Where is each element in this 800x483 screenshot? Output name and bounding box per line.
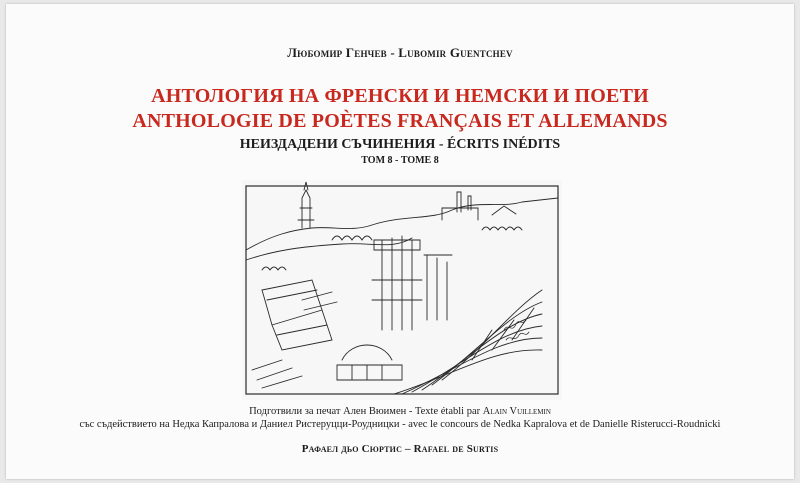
publisher-line: Рафаел дьо Сюртис – Rafael de Surtis — [301, 443, 499, 455]
title-french: ANTHOLOGIE DE POÈTES FRANÇAIS ET ALLEMANDS — [132, 110, 668, 132]
author-line: Любомир Генчев - Lubomir Guentchev — [287, 45, 513, 60]
subtitle: НЕИЗДАДЕНИ СЪЧИНЕНИЯ - ÉCRITS INÉDITS — [239, 137, 561, 152]
credits-prefix: Подготвили за печат Ален Вюимен - Texte établi par — [249, 406, 481, 417]
credits-line-1 — [6, 406, 794, 417]
credits-editor-name: Alain Vuillemin — [482, 406, 551, 417]
volume-label: ТОМ 8 - TOME 8 — [361, 155, 439, 166]
book-cover — [6, 4, 794, 479]
credits-line-2: със съдействието на Недка Капралова и Даниел Ристеруцци-Роудницки - avec le concours de Nedka Kapralova et de Danielle Risterucci-Roudnicki — [79, 419, 721, 430]
title-bulgarian: АНТОЛОГИЯ НА ФРЕНСКИ И НЕМСКИ И ПОЕТИ — [151, 85, 649, 107]
amphitheatre-sketch-illustration — [242, 180, 562, 400]
